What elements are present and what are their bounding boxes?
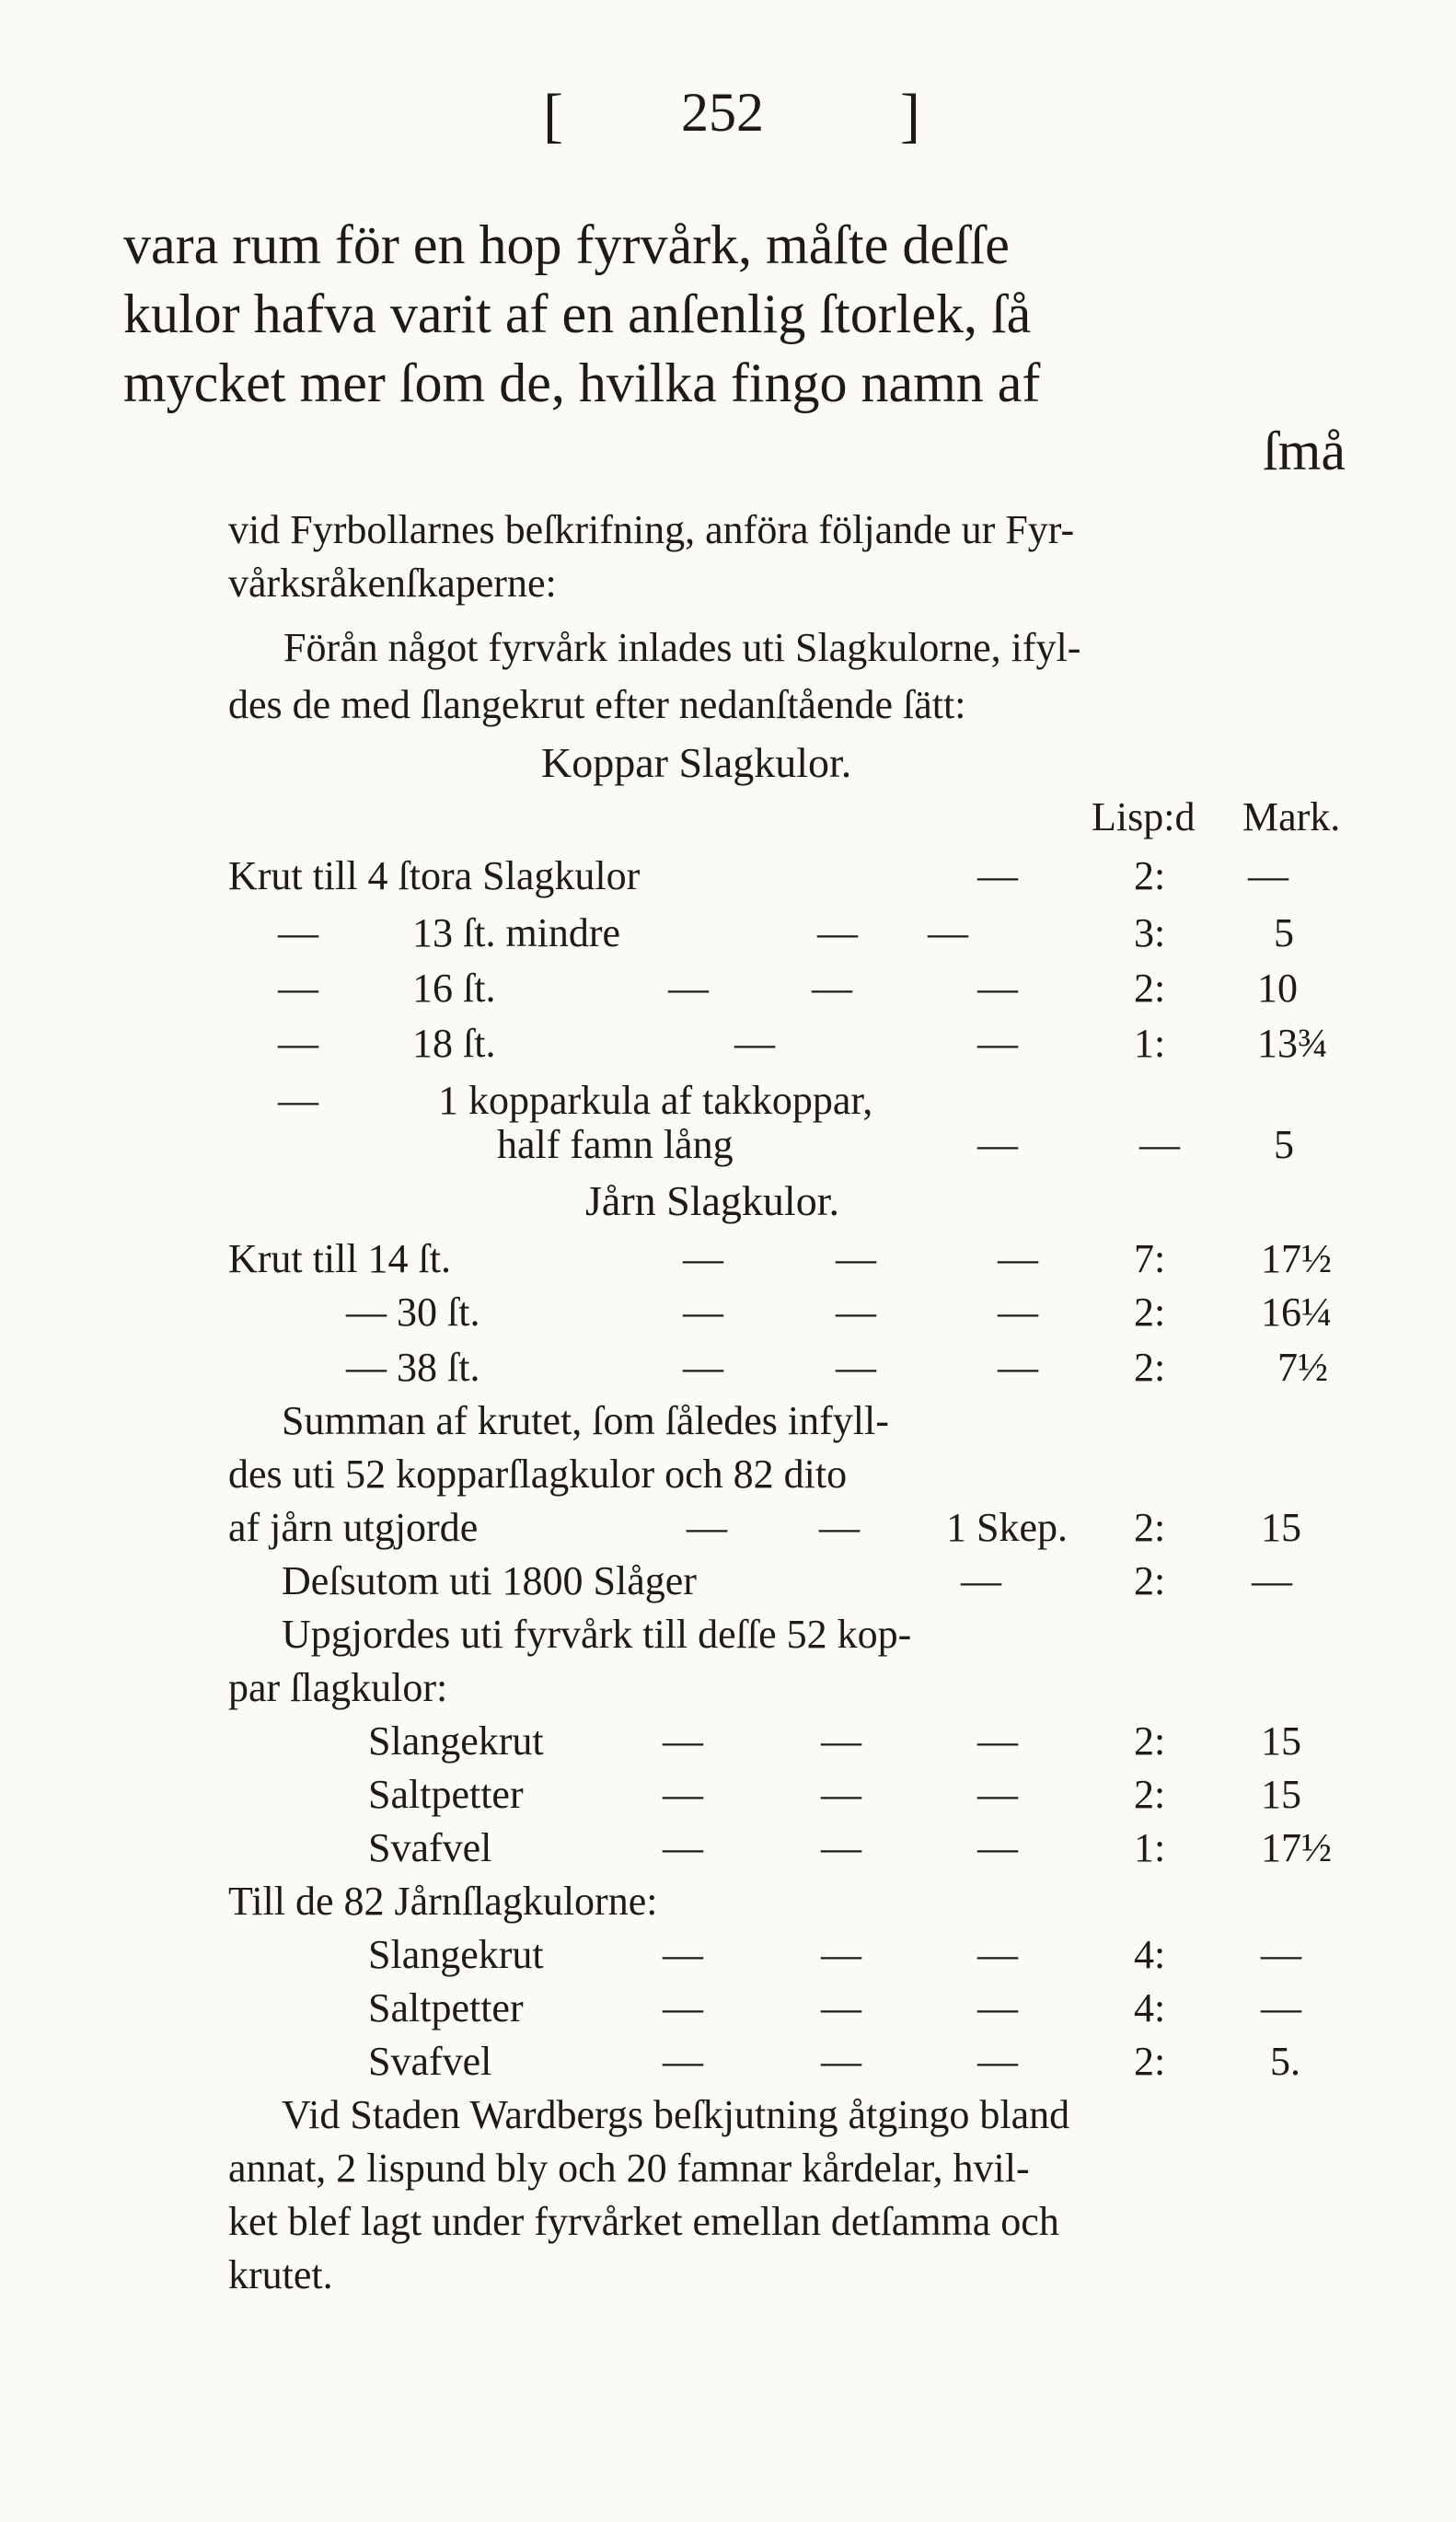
row-mark: — (1248, 853, 1288, 898)
page-number: 252 (681, 82, 764, 143)
row-dash: — (687, 1505, 727, 1550)
row-dash: — (817, 910, 858, 955)
ingredient-label: Svafvel (368, 2039, 492, 2084)
bracket-left: [ (543, 82, 563, 149)
row-mark: — (1252, 1558, 1292, 1603)
row-mark: 15 (1261, 1718, 1301, 1764)
row-lisp: 4: (1134, 1932, 1166, 1977)
row-mark: 13¾ (1257, 1021, 1328, 1066)
row-lisp: 1: (1134, 1021, 1166, 1066)
row-dash: — (821, 1985, 861, 2030)
section-heading-jarn: Jårn Slagkulor. (585, 1177, 839, 1224)
row-dash: — (663, 1718, 703, 1764)
row-dash: — (663, 1772, 703, 1817)
intro-line-1: vara rum för en hop fyrvårk, måſte deſſe (123, 214, 1010, 275)
table-row-label: Krut till 4 ſtora Slagkulor (228, 853, 641, 898)
row-dash: — (683, 1236, 723, 1281)
row-mark: — (1261, 1985, 1301, 2030)
table-row-label: 16 ſt. (412, 966, 496, 1011)
row-dash: — (821, 1772, 861, 1817)
row-lead-dash: — (278, 966, 318, 1011)
row-dash: — (821, 2039, 861, 2084)
row-dash: — (977, 1021, 1018, 1066)
row-lisp: 2: (1134, 2039, 1166, 2084)
row-mark: 5 (1274, 910, 1294, 955)
ingredient-label: Slangekrut (368, 1718, 544, 1764)
row-dash: — (977, 2039, 1018, 2084)
row-mark: 17½ (1261, 1236, 1332, 1281)
skep-value: 1 Skep. (946, 1505, 1068, 1550)
row-dash: — (998, 1290, 1038, 1335)
iron-heading: Till de 82 Jårnſlagkulorne: (228, 1879, 658, 1924)
summary-line-6: par ſlagkulor: (228, 1665, 448, 1710)
row-dash: — (734, 1021, 775, 1066)
row-mark: 5 (1274, 1122, 1294, 1167)
para1-line-1: vid Fyrbollarnes beſkrifning, anföra följande ur Fyr- (228, 507, 1075, 552)
column-header-mark: Mark. (1242, 794, 1341, 839)
row-lisp: 2: (1134, 1505, 1166, 1550)
row-lisp: 4: (1134, 1985, 1166, 2030)
row-lisp: 2: (1134, 966, 1166, 1011)
summary-line-3: af jårn utgjorde (228, 1505, 479, 1550)
table-row-label: Krut till 14 ſt. (228, 1236, 451, 1281)
closing-line-3: ket blef lagt under fyrvårket emellan detſamma och (228, 2199, 1059, 2244)
row-dash: — (836, 1290, 876, 1335)
para2-line-1: Förån något fyrvårk inlades uti Slagkulorne, ifyl- (283, 625, 1081, 670)
row-mark: 17½ (1261, 1825, 1332, 1870)
row-dash: — (977, 1985, 1018, 2030)
summary-line-5: Upgjordes uti fyrvårk till deſſe 52 kop- (282, 1612, 912, 1657)
row-dash: — (998, 1236, 1038, 1281)
ingredient-label: Saltpetter (368, 1985, 524, 2030)
row-mark: 15 (1261, 1772, 1301, 1817)
ingredient-label: Svafvel (368, 1825, 492, 1870)
intro-line-2: kulor hafva varit af en anſenlig ſtorlek, ſå (123, 283, 1032, 344)
row-dash: — (928, 910, 968, 955)
row-dash: — (961, 1558, 1001, 1603)
summary-line-1: Summan af krutet, ſom ſåledes infyll- (282, 1398, 889, 1443)
row-lisp: 2: (1134, 1772, 1166, 1817)
row-dash: — (819, 1505, 860, 1550)
table-row-label: 18 ſt. (412, 1021, 496, 1066)
row-dash: — (998, 1345, 1038, 1390)
copper-kula-line-1: 1 kopparkula af takkoppar, (438, 1078, 873, 1123)
row-dash: — (977, 853, 1018, 898)
row-dash: — (977, 1718, 1018, 1764)
para2-line-2: des de med ſlangekrut efter nedanſtående ſätt: (228, 682, 966, 727)
row-dash: — (663, 2039, 703, 2084)
row-dash: — (821, 1718, 861, 1764)
row-lisp: 2: (1134, 1345, 1166, 1390)
summary-line-2: des uti 52 kopparſlagkulor och 82 dito (228, 1452, 848, 1497)
bracket-right: ] (900, 82, 920, 149)
intro-line-4: ſmå (1263, 421, 1346, 481)
row-dash: — (977, 1932, 1018, 1977)
row-lisp: 2: (1134, 853, 1166, 898)
row-dash: — (663, 1932, 703, 1977)
row-dash: — (663, 1825, 703, 1870)
ingredient-label: Slangekrut (368, 1932, 544, 1977)
row-dash: — (836, 1345, 876, 1390)
closing-line-1: Vid Staden Wardbergs beſkjutning åtgingo bland (282, 2092, 1070, 2137)
section-heading-koppar: Koppar Slagkulor. (541, 739, 852, 786)
row-mark: 16¼ (1261, 1290, 1332, 1335)
row-dash: — (836, 1236, 876, 1281)
row-lead-dash: — (278, 1078, 318, 1123)
row-lisp: 7: (1134, 1236, 1166, 1281)
row-dash: — (821, 1825, 861, 1870)
row-dash: — (668, 966, 709, 1011)
table-row-label: 13 ſt. mindre (412, 910, 621, 955)
row-mark: 10 (1257, 966, 1298, 1011)
row-lead-dash: — (278, 1021, 318, 1066)
row-lisp: 1: (1134, 1825, 1166, 1870)
row-lisp: 3: (1134, 910, 1166, 955)
closing-line-2: annat, 2 lispund bly och 20 famnar kårdelar, hvil- (228, 2146, 1030, 2191)
table-row-label: — 30 ſt. (346, 1290, 480, 1335)
row-mark: — (1261, 1932, 1301, 1977)
row-dash: — (812, 966, 852, 1011)
row-dash: — (977, 1122, 1018, 1167)
summary-line-4: Deſsutom uti 1800 Slåger (282, 1558, 697, 1603)
copper-kula-line-2: half famn lång (497, 1122, 734, 1167)
intro-line-3: mycket mer ſom de, hvilka fingo namn af (123, 353, 1041, 413)
row-dash: — (977, 1772, 1018, 1817)
row-dash: — (977, 1825, 1018, 1870)
ingredient-label: Saltpetter (368, 1772, 524, 1817)
closing-line-4: krutet. (228, 2252, 333, 2297)
table-row-label: — 38 ſt. (346, 1345, 480, 1390)
row-mark: 15 (1261, 1505, 1301, 1550)
row-lead-dash: — (278, 910, 318, 955)
row-dash: — (977, 966, 1018, 1011)
row-dash: — (683, 1345, 723, 1390)
row-dash: — (663, 1985, 703, 2030)
row-dash: — (683, 1290, 723, 1335)
row-dash: — (1139, 1122, 1180, 1167)
row-dash: — (821, 1932, 861, 1977)
column-header-lisp: Lisp:d (1092, 794, 1196, 839)
row-mark: 5. (1270, 2039, 1300, 2084)
para1-line-2: vårksråkenſkaperne: (228, 561, 557, 606)
row-mark: 7½ (1277, 1345, 1328, 1390)
row-lisp: 2: (1134, 1290, 1166, 1335)
row-lisp: 2: (1134, 1718, 1166, 1764)
row-lisp: 2: (1134, 1558, 1166, 1603)
